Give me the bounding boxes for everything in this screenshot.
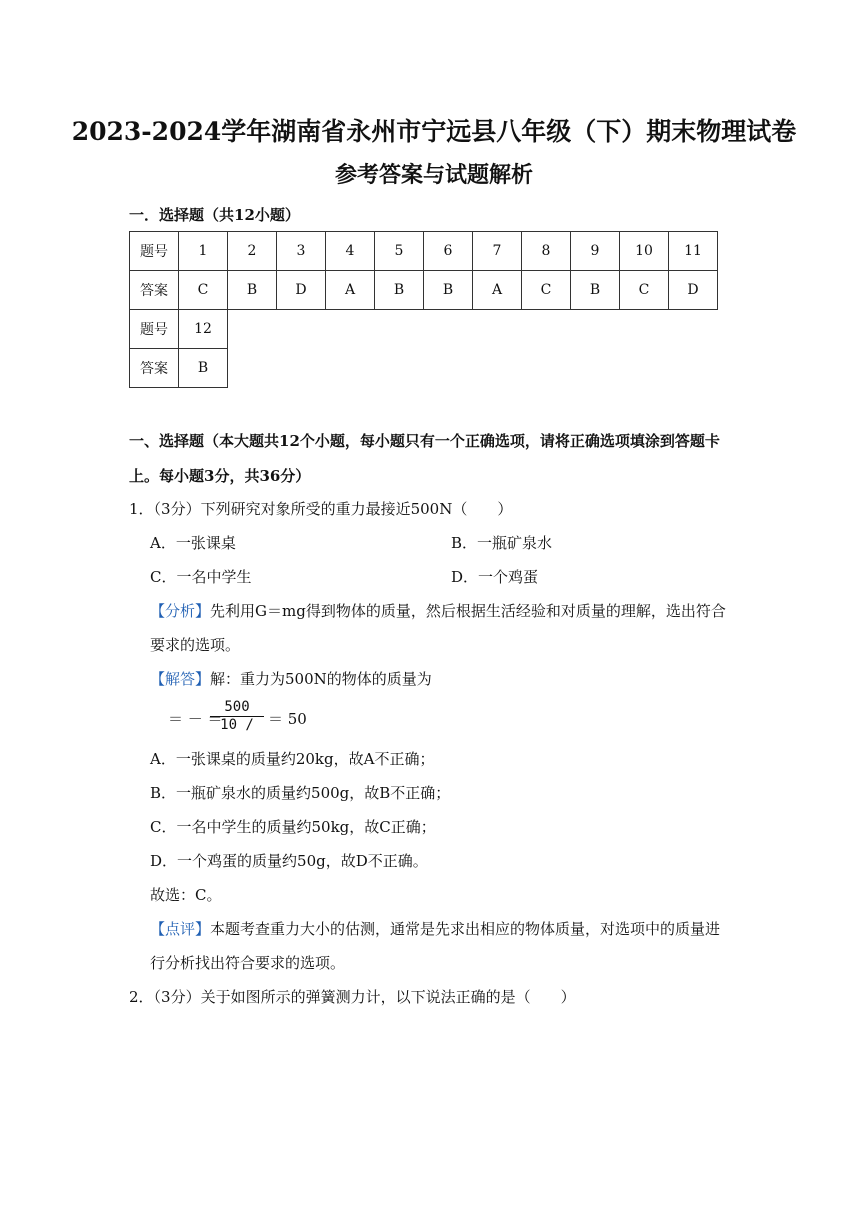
answer-cell: B <box>375 271 424 310</box>
answer-row-2 <box>130 349 718 388</box>
answer-cell: D <box>669 271 718 310</box>
option-d: D．一个鸡蛋 <box>451 568 539 586</box>
question-number: 7 <box>473 232 522 271</box>
formula-left: ＝ － ＝ <box>168 710 223 728</box>
formula-denominator: 10 / <box>220 717 254 733</box>
analysis-line2: 要求的选项。 <box>150 636 241 654</box>
answer-row <box>130 271 718 310</box>
answer-cell: B <box>228 271 277 310</box>
answer-cell: B <box>179 349 228 388</box>
question-number: 10 <box>620 232 669 271</box>
answer-cell: C <box>522 271 571 310</box>
final-choice: 故选：C。 <box>150 886 222 904</box>
comment-line2: 行分析找出符合要求的选项。 <box>150 954 346 972</box>
question-number: 5 <box>375 232 424 271</box>
comment-text: 本题考查重力大小的估测，通常是先求出相应的物体质量，对选项中的质量进 <box>210 920 721 938</box>
option-b: B．一瓶矿泉水 <box>451 534 553 552</box>
solution-tag: 【解答】 <box>150 670 211 688</box>
question-number: 4 <box>326 232 375 271</box>
question-number-row <box>130 232 718 271</box>
question-2-stem: 2．（3分）关于如图所示的弹簧测力计，以下说法正确的是（ ） <box>129 988 576 1006</box>
question-number: 1 <box>179 232 228 271</box>
section-heading-line2: 上。每小题3分，共36分） <box>129 467 311 485</box>
row-label: 题号 <box>130 310 179 349</box>
analysis-text: 先利用G＝mg得到物体的质量，然后根据生活经验和对质量的理解，选出符合 <box>210 602 726 620</box>
answer-cell: B <box>424 271 473 310</box>
question-number: 2 <box>228 232 277 271</box>
option-c: C．一名中学生 <box>150 568 252 586</box>
section-heading-choice: 一．选择题（共12小题） <box>129 206 300 224</box>
answer-table <box>129 231 718 388</box>
option-a: A．一张课桌 <box>150 534 236 552</box>
solution-a: A．一张课桌的质量约20kg，故A不正确； <box>150 750 435 768</box>
comment-line1 <box>150 918 720 939</box>
answer-cell: A <box>473 271 522 310</box>
analysis-line1 <box>150 600 726 621</box>
question-number: 3 <box>277 232 326 271</box>
document-subtitle: 参考答案与试题解析 <box>334 162 533 188</box>
section-heading-line1: 一、选择题（本大题共12个小题，每小题只有一个正确选项，请将正确选项填涂到答题卡 <box>129 432 720 450</box>
solution-d: D．一个鸡蛋的质量约50g，故D不正确。 <box>150 852 428 870</box>
comment-tag: 【点评】 <box>150 920 211 938</box>
analysis-tag: 【分析】 <box>150 602 211 620</box>
solution-b: B．一瓶矿泉水的质量约500g，故B不正确； <box>150 784 451 802</box>
solution-line <box>150 668 432 689</box>
question-1-stem: 1．（3分）下列研究对象所受的重力最接近500N（ ） <box>129 500 513 518</box>
answer-cell: C <box>620 271 669 310</box>
question-number-row-2 <box>130 310 718 349</box>
answer-cell: A <box>326 271 375 310</box>
question-number: 8 <box>522 232 571 271</box>
formula-numerator: 500 <box>210 699 264 717</box>
question-number: 12 <box>179 310 228 349</box>
question-number: 9 <box>571 232 620 271</box>
answer-cell: B <box>571 271 620 310</box>
question-number: 11 <box>669 232 718 271</box>
answer-cell: D <box>277 271 326 310</box>
row-label: 答案 <box>130 271 179 310</box>
solution-text: 解：重力为500N的物体的质量为 <box>210 670 432 688</box>
formula-fraction <box>210 699 264 733</box>
document-title: 2023-2024学年湖南省永州市宁远县八年级（下）期末物理试卷 <box>71 117 797 146</box>
formula-right: ＝ 50 <box>268 710 307 728</box>
question-number: 6 <box>424 232 473 271</box>
solution-c: C．一名中学生的质量约50kg，故C正确； <box>150 818 436 836</box>
answer-cell: C <box>179 271 228 310</box>
row-label: 答案 <box>130 349 179 388</box>
row-label: 题号 <box>130 232 179 271</box>
